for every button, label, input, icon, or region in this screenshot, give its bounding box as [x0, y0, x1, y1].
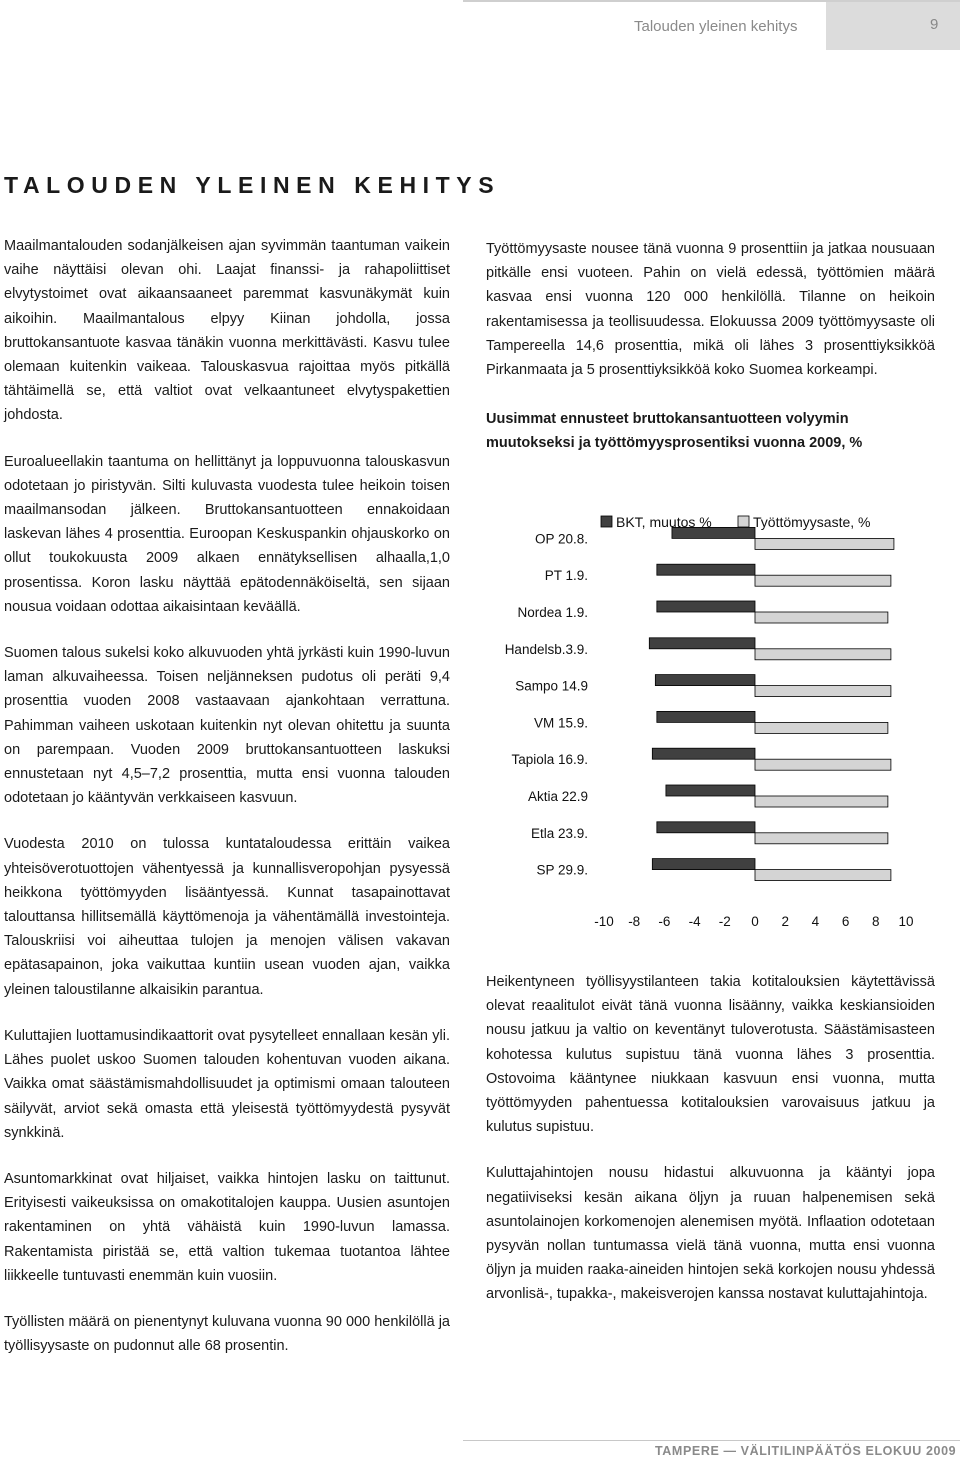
right-column	[486, 237, 935, 456]
bar-bkt	[649, 638, 755, 649]
x-tick-label: 2	[781, 914, 789, 929]
section-title: TALOUDEN YLEINEN KEHITYS	[4, 172, 501, 198]
paragraph: Vuodesta 2010 on tulossa kuntataloudessa erittäin vaikea yhteisöverotuottojen vähentyessä ja kunnallisveropohjan pysyessä heikkona työttömyyden lisääntyessä. Kunnat tasapainottavat talouttansa hillitsemällä käyttömenoja ja vähentämällä investointeja. Talouskriisi voi aiheuttaa tulojen ja menojen välisen vakavan epätasapainon, joka vaikuttaa kuntiin usean vuoden ajan, vaikka yleinen taloustilanne alkaisikin parantua.	[4, 836, 450, 998]
x-tick-label: 0	[751, 914, 759, 929]
paragraph: Euroalueellakin taantuma on hellittänyt ja loppuvuonna talouskasvun odotetaan jo piristyvän. Silti kuluvasta vuodesta tulee heikoin toisen maailmansodan jälkeen. Bruttokansantuotteen ennakoidaan laskevan lähes 4 prosenttia. Euroopan Keskuspankin ohjauskorko on ollut toukokuusta 2009 alkaen ennätyksellisen alhaalla,1,0 prosentissa. Koron lasku näyttää epätodennäköiseltä, sen sijaan nousua voidaan odottaa aikaisintaan keväällä.	[4, 453, 450, 615]
paragraph: Maailmantalouden sodanjälkeisen ajan syvimmän taantuman vaikein vaihe näyttäisi olevan ohi. Laajat finanssi- ja rahapoliittiset elvytystoimet ovat aikaansaaneet paremmat kasvunäkymät kuin aikoihin. Maailmantalous elpyy Kiinan johdolla, jossa bruttokansantuote kasvaa tänäkin vuonna merkittävästi. Kasvu tulee olemaan kuitenkin vaikeaa. Talouskasvua rajoittaa myös pitkällä tähtäimellä se, että valtiot ovat velkaantuneet elvytyspakettien johdosta.	[4, 238, 450, 424]
right-column-bottom	[486, 970, 935, 1307]
bar-unemployment	[755, 538, 894, 549]
category-label: Aktia 22.9	[527, 789, 588, 804]
bar-bkt	[666, 785, 755, 796]
page-number-box	[826, 2, 960, 50]
category-label: Sampo 14.9	[515, 678, 588, 694]
x-tick-label: -2	[718, 914, 731, 929]
bar-bkt	[652, 859, 755, 870]
bar-unemployment	[755, 870, 891, 881]
x-tick-label: -6	[658, 914, 671, 929]
bar-unemployment	[755, 833, 888, 844]
legend-label: Työttömyysaste, %	[753, 514, 871, 530]
x-tick-label: 6	[841, 914, 850, 929]
page-number: 9	[930, 16, 939, 33]
bar-bkt	[657, 822, 755, 833]
bar-unemployment	[755, 575, 891, 586]
bar-bkt	[657, 711, 755, 722]
bar-unemployment	[755, 759, 891, 770]
x-tick-label: 4	[811, 914, 820, 929]
x-tick-label: -4	[688, 914, 701, 929]
bar-unemployment	[755, 612, 888, 623]
footer-rule	[463, 1440, 960, 1441]
category-label: VM 15.9.	[533, 715, 588, 731]
paragraph: Suomen talous sukelsi koko alkuvuoden yhtä jyrkästi kuin 1990-luvun laman alkuvaiheessa. Toisen neljänneksen pudotus oli peräti 9,4 prosenttia vuoden 2008 vastaavaan ajankohtaan verrattuna. Pahimman vaiheen uskotaan kuitenkin nyt olevan ohitettu ja suunta on parempaan. Vuoden 2009 bruttokansantuotteen laskuksi ennustetaan nyt 4,5–7,2 prosenttia, mutta ensi vuonna talouden odotetaan jo kääntyvän verkkaiseen kasvuun.	[4, 645, 450, 807]
category-label: Nordea 1.9.	[517, 605, 588, 620]
paragraph: Heikentyneen työllisyystilanteen takia kotitalouksien käytettävissä olevat reaalitulot eivät tänä vuonna lisäänny, vaikka keskiansioiden nousu jatkuu ja valtio on keventänyt tuloverotusta. Säästämisasteen kohotessa kulutus supistuu tänä vuonna lähes 3 prosenttia. Ostovoima kääntynee niukkaan kasvuun ensi vuonna, mutta työttömyyden pahentuessa kotitalouksien varovaisuus jatkuu ja kulutus supistuu.	[486, 974, 935, 1136]
x-tick-label: 8	[872, 914, 880, 929]
paragraph: Kuluttajien luottamusindikaattorit ovat pysytelleet ennallaan kesän yli. Lähes puolet uskoo Suomen talouden kohentuvan vuoden aikana. Vaikka omat säästämismahdollisuudet ja optimismi omaan talouteen säilyvät, arviot sekä omasta että yleisestä työttömyydestä pysyvät synkkinä.	[4, 1027, 450, 1141]
legend-label: BKT, muutos %	[616, 514, 712, 530]
legend-swatch	[738, 516, 749, 527]
bar-unemployment	[755, 796, 888, 807]
paragraph: Työllisten määrä on pienentynyt kuluvana vuonna 90 000 henkilöllä ja työllisyysaste on pudonnut alle 68 prosentin.	[4, 1313, 450, 1355]
x-tick-label: -10	[594, 914, 614, 929]
bar-bkt	[657, 564, 755, 575]
bar-unemployment	[755, 686, 891, 697]
legend-swatch	[601, 516, 612, 527]
chart-heading: Uusimmat ennusteet bruttokansantuotteen volyymin muutokseksi ja työttömyysprosentiksi vuonna 2009, %	[486, 411, 863, 452]
bar-bkt	[657, 601, 755, 612]
bar-bkt	[652, 748, 755, 759]
paragraph: Asuntomarkkinat ovat hiljaiset, vaikka hintojen lasku on taittunut. Erityisesti vaikeuksissa on omakotitalojen kauppa. Uusien asuntojen rakentaminen on yhtä vähäistä kuin 1990-luvun lamassa. Rakentamista piristää se, että valtion tukemaa tuotantoa lähtee liikkeelle tuntuvasti enemmän kuin vuosiin.	[4, 1170, 450, 1284]
forecast-chart	[486, 500, 936, 940]
bar-unemployment	[755, 649, 891, 660]
category-label: Tapiola 16.9.	[511, 752, 588, 768]
running-header-title: Talouden yleinen kehitys	[634, 18, 798, 35]
forecast-chart-svg	[486, 500, 936, 940]
paragraph: Kuluttajahintojen nousu hidastui alkuvuonna ja kääntyi jopa negatiiviseksi kesän aikana öljyn ja ruuan halpenemisen sekä asuntolainojen korkomenojen alenemisen myötä. Inflaation odotetaan pysyvän nollan tuntumassa vielä tänä vuonna, mutta ensi vuonna öljyn ja muiden raaka-aineiden hintojen sekä korkojen nousu yhdessä arvonlisä-, tupakka-, makeisverojen kanssa nostavat kuluttajahintoja.	[486, 1165, 935, 1303]
footer-text: TAMPERE — VÄLITILINPÄÄTÖS ELOKUU 2009	[655, 1444, 957, 1458]
category-label: Handelsb.3.9.	[504, 641, 588, 657]
bar-bkt	[655, 675, 755, 686]
category-label: OP 20.8.	[534, 531, 588, 547]
paragraph: Työttömyysaste nousee tänä vuonna 9 prosenttiin ja jatkaa nousuaan pitkälle ensi vuoteen. Pahin on vielä edessä, työttömien määrä kasvaa ensi vuonna 120 000 henkilöllä. Tilanne on heikoin rakentamisessa ja teollisuudessa. Elokuussa 2009 työttömyysaste oli Tampereella 14,6 prosenttia, mikä oli lähes 3 prosenttiyksikköä Pirkanmaata ja 5 prosenttiyksikköä koko Suomea korkeampi.	[486, 241, 935, 379]
left-column	[4, 234, 450, 1358]
x-tick-label: -8	[628, 914, 641, 929]
x-tick-label: 10	[898, 914, 914, 929]
category-label: PT 1.9.	[544, 568, 588, 584]
category-label: Etla 23.9.	[530, 825, 588, 841]
category-label: SP 29.9.	[536, 862, 588, 878]
bar-unemployment	[755, 722, 888, 733]
